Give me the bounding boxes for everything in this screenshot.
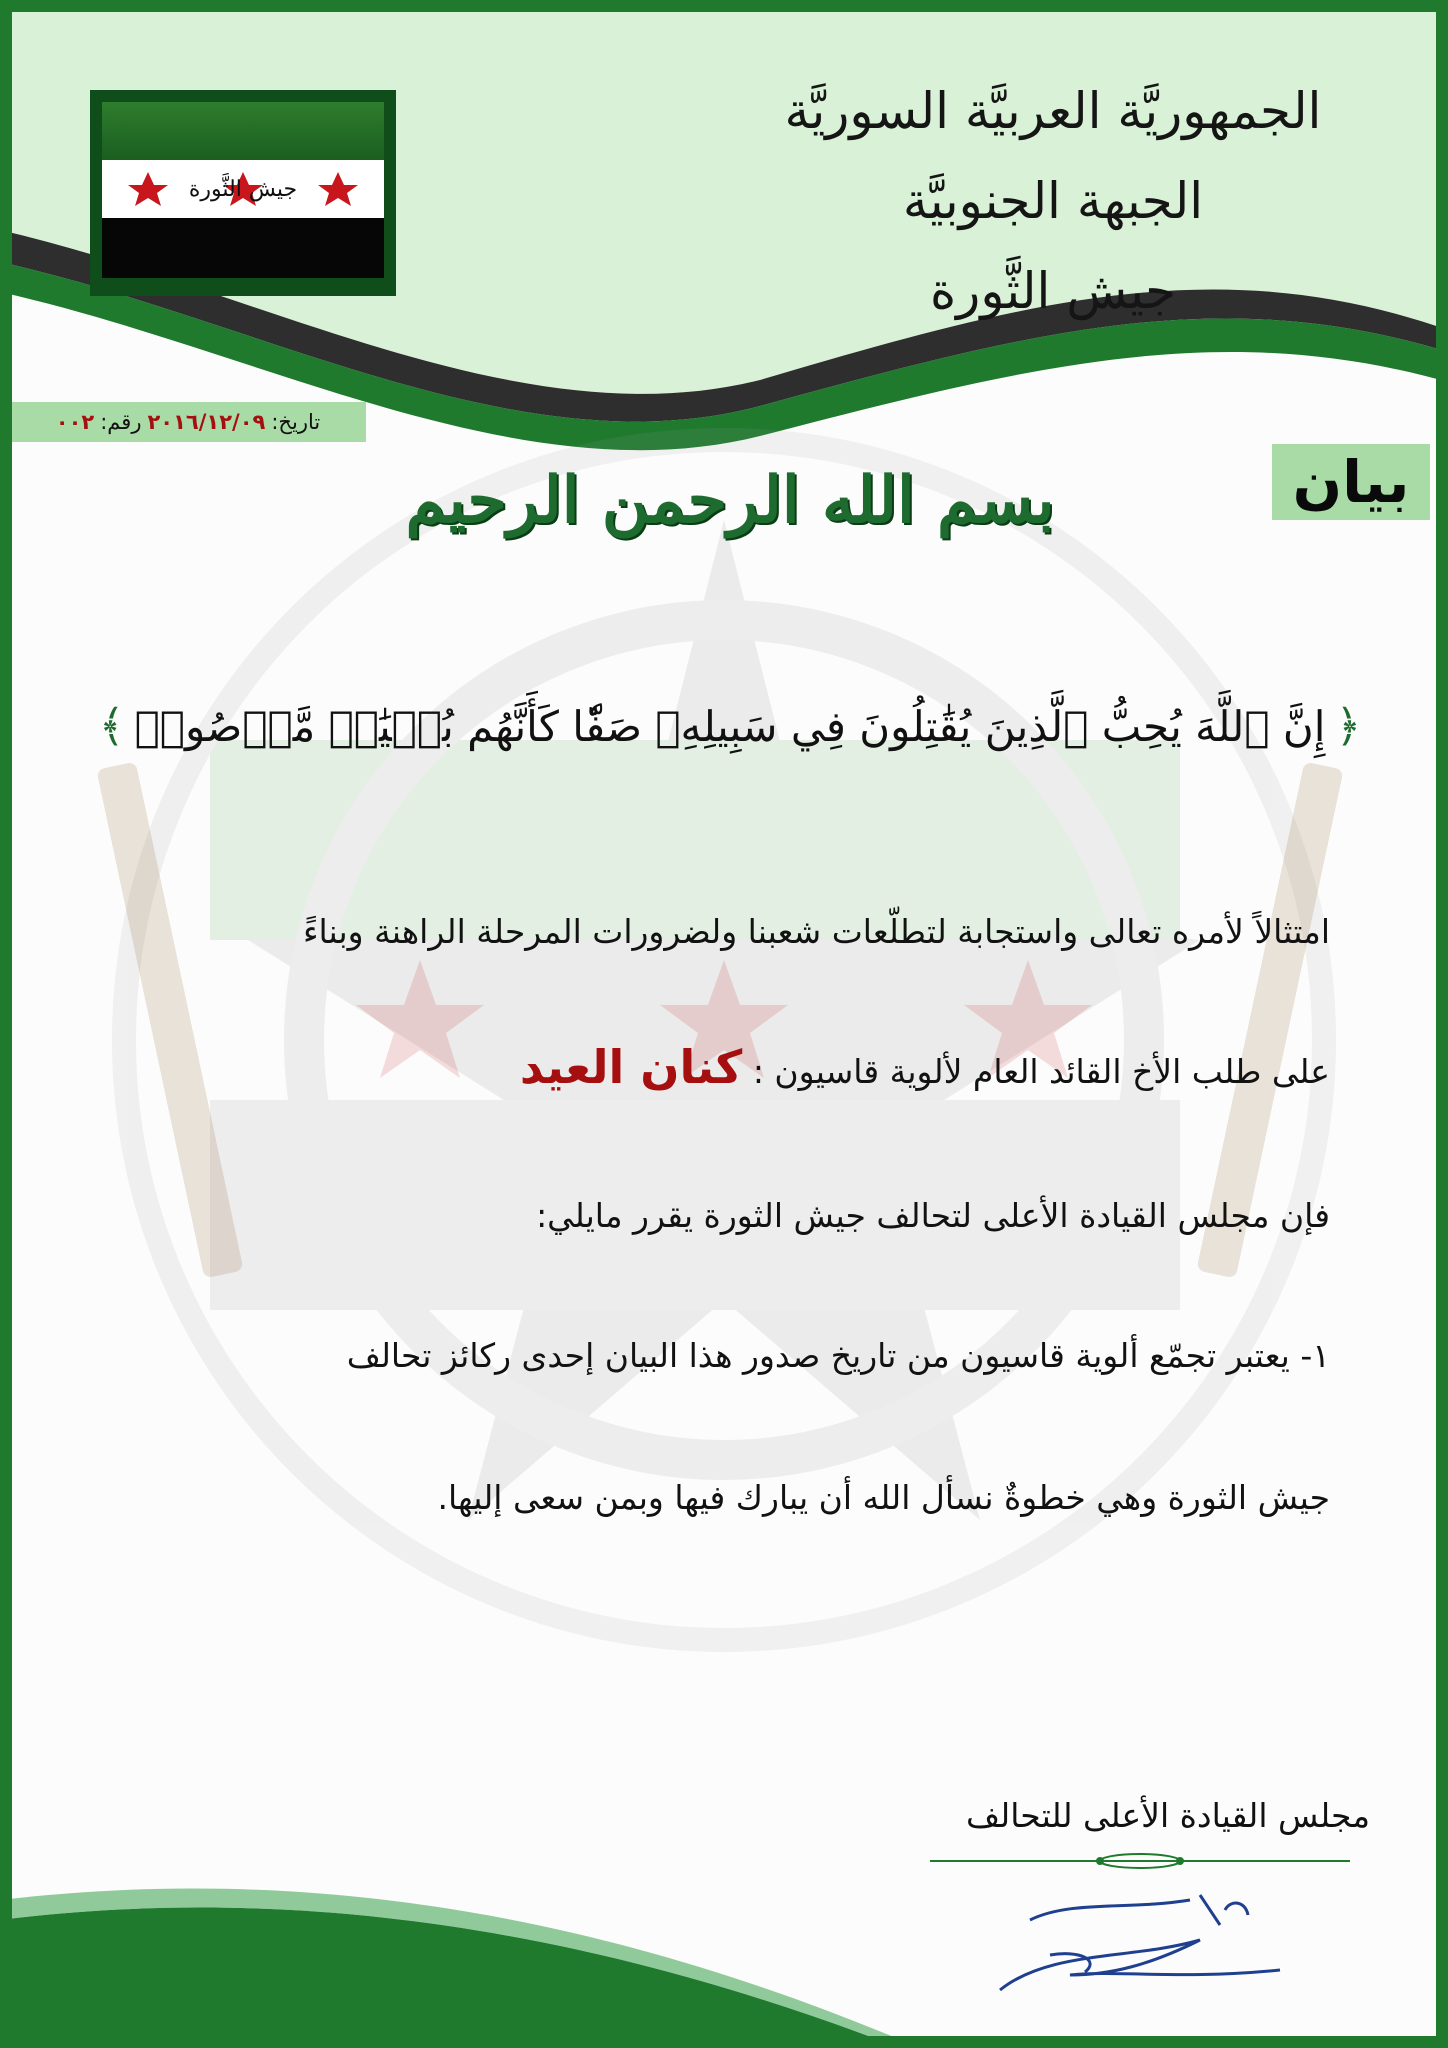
signatory-title: مجلس القيادة الأعلى للتحالف xyxy=(966,1796,1370,1835)
document-type-label: بيان xyxy=(1272,444,1430,520)
flag-logo xyxy=(90,90,396,296)
flag-black-band xyxy=(102,218,384,278)
date-label: تاريخ: xyxy=(271,410,321,434)
quran-verse xyxy=(80,686,1380,766)
basmala: بسم الله الرحمن الرحيم xyxy=(405,462,1055,538)
verse-text: إِنَّ ٱللَّهَ يُحِبُّ ٱلَّذِينَ يُقَٰتِلُونَ فِي سَبِيلِهِۦ صَفّٗا كَأَنَّهُم بُنۡيَٰنٞ مَّرۡصُوصٞ xyxy=(134,701,1326,751)
body-line-1: امتثالاً لأمره تعالى واستجابة لتطلّعات شعبنا ولضرورات المرحلة الراهنة وبناءً xyxy=(302,912,1330,951)
footer-wave xyxy=(0,1908,900,2048)
commander-name: كنان العيد xyxy=(519,1040,743,1094)
handwritten-signature xyxy=(990,1880,1290,2010)
header-front: الجبهة الجنوبيَّة xyxy=(902,172,1204,230)
number-value: ٠٠٢ xyxy=(55,410,95,434)
date-number-box xyxy=(10,402,366,442)
body-line-2-text: على طلب الأخ القائد العام لألوية قاسيون : xyxy=(752,1052,1330,1091)
header-titles xyxy=(773,66,1333,336)
flag-caption: جيش الثَّورة xyxy=(188,176,298,202)
flag-green-band xyxy=(102,102,384,160)
header-army: جيش الثَّورة xyxy=(929,262,1177,320)
ornament-right-icon: ﴿ xyxy=(1335,700,1362,752)
number-label: رقم: xyxy=(100,410,142,434)
signature-divider xyxy=(930,1846,1350,1876)
body-line-3: فإن مجلس القيادة الأعلى لتحالف جيش الثورة يقرر مايلي: xyxy=(536,1196,1330,1235)
ornament-left-icon: ﴾ xyxy=(98,700,125,752)
body-line-5: جيش الثورة وهي خطوةٌ نسأل الله أن يبارك فيها وبمن سعى إليها. xyxy=(437,1478,1330,1517)
header-country: الجمهوريَّة العربيَّة السوريَّة xyxy=(784,82,1322,140)
body-line-4: ١- يعتبر تجمّع ألوية قاسيون من تاريخ صدور هذا البيان إحدى ركائز تحالف xyxy=(346,1336,1330,1375)
body-line-2 xyxy=(100,1040,1330,1094)
date-value: ٢٠١٦/١٢/٠٩ xyxy=(147,410,266,434)
